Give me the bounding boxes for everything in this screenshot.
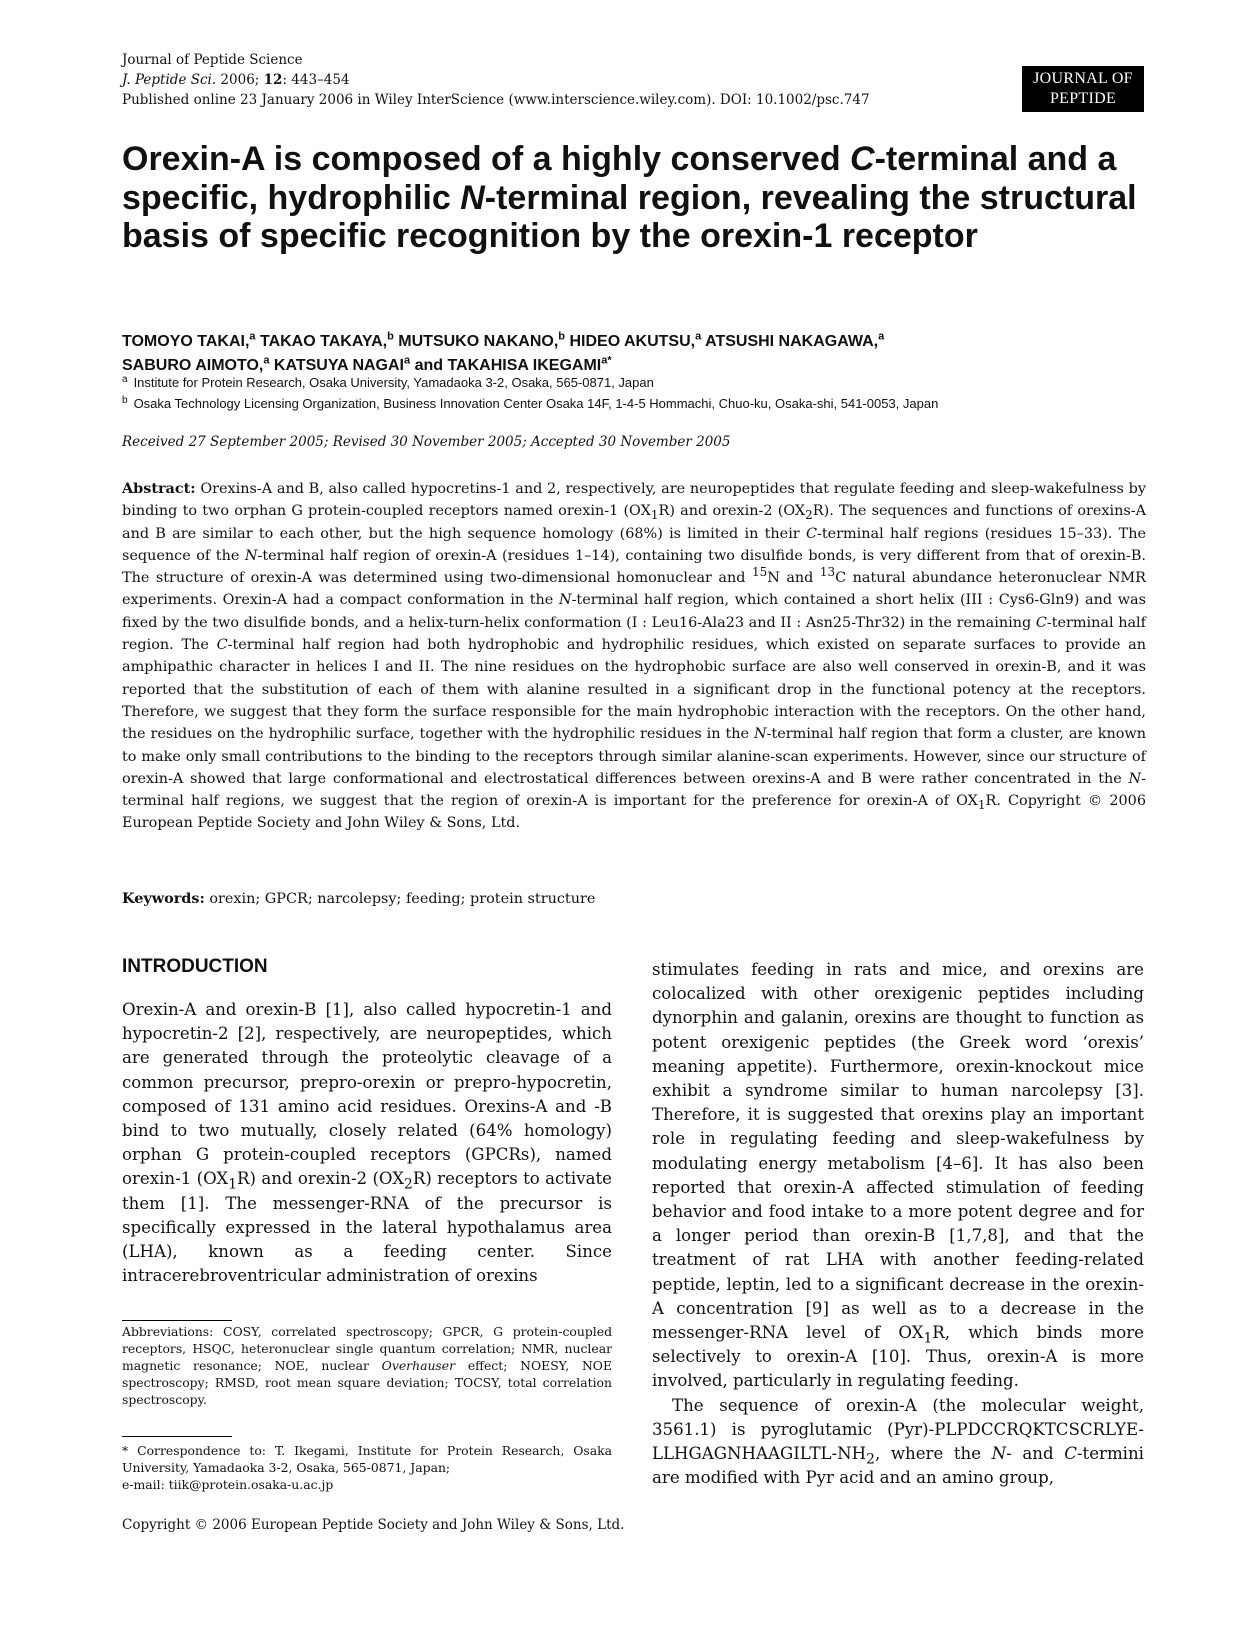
intro-right-column (652, 958, 1144, 1490)
author-list: TOMOYO TAKAI,$^a$ TAKAO TAKAYA,$^b$ MUTSUKO NAKANO,$^b$ HIDEO AKUTSU,$^a$ ATSUSHI NAKAGAWA,$^a$ SABURO AIMOTO,$^a$ KATSUYA NAGAI$^a$ and TAKAHISA $IKEGAMI^{a*}$ (122, 330, 885, 374)
copyright-footer: Copyright © 2006 European Peptide Society and John Wiley & Sons, Ltd. (122, 1517, 625, 1533)
footnote-rule (122, 1436, 232, 1437)
intro-paragraph-2: The sequence of orexin-A (the molecular weight, 3561.1) is pyroglutamic $(Pyr)-PLPDCCRQKTCSCRLYE-LLHGAGNHAAGILTL-NH_2$, where the N- and C-termini are modified with Pyr acid and an amino group, (652, 1395, 1144, 1488)
section-heading-introduction: INTRODUCTION (122, 956, 268, 977)
journal-citation: J. Peptide Sci. 2006; 12: 443–454 (122, 72, 350, 88)
footnote-rule (122, 1320, 232, 1321)
intro-left-column (122, 998, 612, 1288)
affiliation-b: $^b$ Osaka Technology Licensing Organization, Business Innovation Center Osaka 14F, 1-4-5 Hommachi, Chuo-ku, Osaka-shi, 541-0053, Japan (122, 394, 939, 411)
abbreviations-footnote: Abbreviations: COSY, correlated spectroscopy; GPCR, G protein-coupled receptors, HSQC, heteronuclear single quantum correlation; NMR, nuclear magnetic resonance; NOE, nuclear Overhauser effect; NOESY, NOE spectroscopy; RMSD, root mean square deviation; TOCSY, total correlation spectroscopy. (122, 1324, 613, 1407)
journal-header (122, 50, 870, 110)
journal-logo: JOURNAL OF PEPTIDE SCIENCE (1022, 66, 1144, 112)
email: e-mail: tiik@protein.osaka-u.ac.jp (122, 1477, 334, 1492)
article-title: Orexin-A is composed of a highly conserved C-terminal and a specific, hydrophilic N-terminal region, revealing the structural basis of specific recognition by the orexin-1 receptor (122, 140, 1137, 255)
keywords: Keywords: orexin; GPCR; narcolepsy; feeding; protein structure (122, 890, 596, 907)
received-dates: Received 27 September 2005; Revised 30 November 2005; Accepted 30 November 2005 (122, 434, 731, 450)
intro-paragraph-1: Orexin-A and orexin-B [1], also called hypocretin-1 and hypocretin-2 [2], respectively, are neuropeptides, which are generated through the proteolytic cleavage of a common precursor, prepro-orexin or prepro-hypocretin, composed of 131 amino acid residues. Orexins-A and -B bind to two mutually, closely related (64% homology) orphan G protein-coupled receptors (GPCRs), named orexin-1 $(OX_1R)$ and orexin-2 $(OX_2R)$ receptors to activate them [1]. The messenger-RNA of the precursor is specifically expressed in the lateral hypothalamus area (LHA), known as a feeding center. Since intracerebroventricular administration of orexins (122, 1000, 612, 1286)
journal-name: Journal of Peptide Science (122, 52, 303, 68)
abstract: Abstract: Orexins-A and B, also called hypocretins-1 and 2, respectively, are neuropeptides that regulate feeding and sleep-wakefulness by binding to two orphan G protein-coupled receptors named orexin-1 $(OX_1R)$ and orexin-2 $(OX_2R)$. The sequences and functions of orexins-A and B are similar to each other, but the high sequence homology (68%) is limited in their C-terminal half regions (residues 15–33). The sequence of the N-terminal half region of orexin-A (residues 1–14), containing two disulfide bonds, is very different from that of orexin-B. The structure of orexin-A was determined using two-dimensional homonuclear and $^{15}$N and $^{13}$C natural abundance heteronuclear NMR experiments. Orexin-A had a compact conformation in the N-terminal half region, which contained a short helix (III : Cys6-Gln9) and was fixed by the two disulfide bonds, and a helix-turn-helix conformation (I : Leu16-Ala23 and II : Asn25-Thr32) in the remaining C-terminal half region. The C-terminal half region had both hydrophobic and hydrophilic residues, which existed on separate surfaces to provide an amphipathic character in helices I and II. The nine residues on the hydrophobic surface are also well conserved in orexin-B, and it was reported that the substitution of each of them with alanine resulted in a significant drop in the functional potency at the receptors. Therefore, we suggest that they form the surface responsible for the main hydrophobic interaction with the receptors. On the other hand, the residues on the hydrophilic surface, together with the hydrophilic residues in the N-terminal half region that form a cluster, are known to make only small contributions to the binding to the receptors through similar alanine-scan experiments. However, since our structure of orexin-A showed that large conformational and electrostatical differences between orexins-A and B were rather concentrated in the N-terminal half regions, we suggest that the region of orexin-A is important for the preference for orexin-A of $OX_1R$. Copyright © 2006 European Peptide Society and John Wiley & Sons, Ltd. (122, 480, 1147, 832)
intro-paragraph-1-cont: stimulates feeding in rats and mice, and orexins are colocalized with other orexigenic peptides including dynorphin and galanin, orexins are thought to function as potent orexigenic peptides (the Greek word ‘orexis’ meaning appetite). Furthermore, orexin-knockout mice exhibit a syndrome similar to human narcolepsy [3]. Therefore, it is suggested that orexins play an important role in regulating feeding and sleep-wakefulness by modulating energy metabolism [4–6]. It has also been reported that orexin-A affected stimulation of feeding behavior and food intake to a more potent degree and for a longer period than orexin-B [1,7,8], and that the treatment of rat LHA with another feeding-related peptide, leptin, led to a significant decrease in the orexin-A concentration [9] as well as to a decrease in the messenger-RNA level of $OX_1R$, which binds more selectively to orexin-A [10]. Thus, orexin-A is more involved, particularly in regulating feeding. (652, 960, 1144, 1391)
affiliation-a: $^a$ Institute for Protein Research, Osaka University, Yamadaoka 3-2, Osaka, 565-0871, Japan (122, 373, 654, 390)
correspondence-footnote: * Correspondence to: T. Ikegami, Institute for Protein Research, Osaka University, Yamadaoka 3-2, Osaka, 565-0871, Japan; e-mail: tiik@protein.osaka-u.ac.jp (122, 1443, 612, 1492)
publication-info: Published online 23 January 2006 in Wiley InterScience (www.interscience.wiley.com). DOI: 10.1002/psc.747 (122, 92, 870, 108)
